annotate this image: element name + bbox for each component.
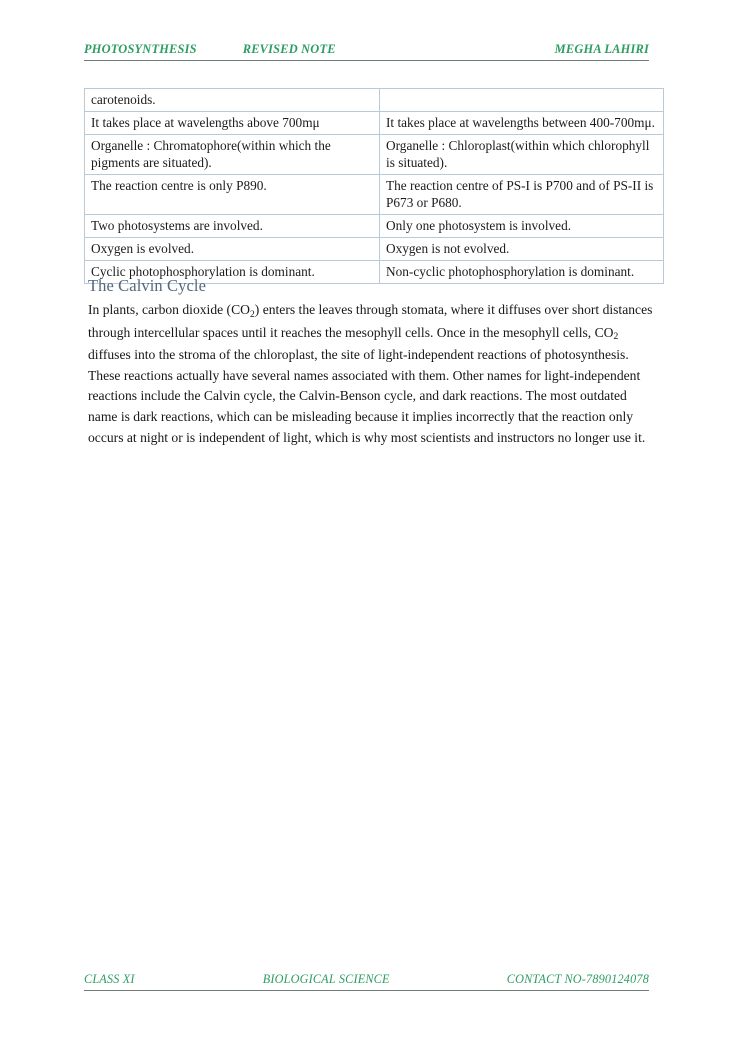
paragraph-text-part-1: In plants, carbon dioxide (CO: [88, 302, 250, 317]
paragraph-text-part-3: diffuses into the stroma of the chloroplast, the site of light-independent reactions of photosynthesis. These reactions actually have several names associated with them. Other names for light-independent reactions include the Calvin cycle, the Calvin-Benson cycle, and dark reactions. The most outdated name is dark reactions, which can be misleading because it implies incorrectly that the reaction only occurs at night or is independent of light, which is why most scientists and instructors no longer use it.: [88, 347, 646, 445]
table-cell-right: Oxygen is not evolved.: [380, 238, 664, 261]
section-heading: The Calvin Cycle: [88, 276, 206, 295]
table-cell-right: [380, 89, 664, 112]
footer-subject: BIOLOGICAL SCIENCE: [262, 972, 390, 986]
table-cell-left: Two photosystems are involved.: [85, 215, 380, 238]
table-cell-left: It takes place at wavelengths above 700mμ: [85, 112, 380, 135]
header-author: MEGHA LAHIRI: [554, 42, 649, 56]
table-cell-left: Oxygen is evolved.: [85, 238, 380, 261]
table-cell-left: The reaction centre is only P890.: [85, 175, 380, 215]
table-cell-left: Cyclic photophosphorylation is dominant.: [85, 261, 380, 284]
table-row: [85, 238, 664, 261]
body-paragraph: [88, 300, 654, 448]
table-cell-right: Only one photosystem is involved.: [380, 215, 664, 238]
table-body: [85, 89, 664, 284]
table-row: [85, 89, 664, 112]
paragraph-text-part-2: ) enters the leaves through stomata, where it diffuses over short distances through intercellular spaces until it reaches the mesophyll cells. Once in the mesophyll cells, CO: [88, 302, 653, 340]
co2-subscript-2: 2: [613, 331, 619, 343]
comparison-table: [84, 88, 664, 284]
table-cell-right: Organelle : Chloroplast(within which chlorophyll is situated).: [380, 135, 664, 175]
document-footer: [84, 972, 649, 991]
footer-contact: CONTACT NO-7890124078: [506, 972, 649, 986]
footer-class: CLASS XI: [84, 972, 135, 986]
header-subject: PHOTOSYNTHESIS: [84, 42, 197, 56]
table-row: [85, 175, 664, 215]
table-cell-left: Organelle : Chromatophore(within which the pigments are situated).: [85, 135, 380, 175]
table-cell-left: carotenoids.: [85, 89, 380, 112]
header-note-type: REVISED NOTE: [242, 42, 336, 56]
table-cell-right: It takes place at wavelengths between 400-700mμ.: [380, 112, 664, 135]
table-row: [85, 112, 664, 135]
table-cell-right: Non-cyclic photophosphorylation is dominant.: [380, 261, 664, 284]
document-header: [84, 42, 649, 61]
table-cell-right: The reaction centre of PS-I is P700 and of PS-II is P673 or P680.: [380, 175, 664, 215]
table-row: [85, 135, 664, 175]
co2-subscript-1: 2: [249, 308, 255, 320]
table-row: [85, 215, 664, 238]
